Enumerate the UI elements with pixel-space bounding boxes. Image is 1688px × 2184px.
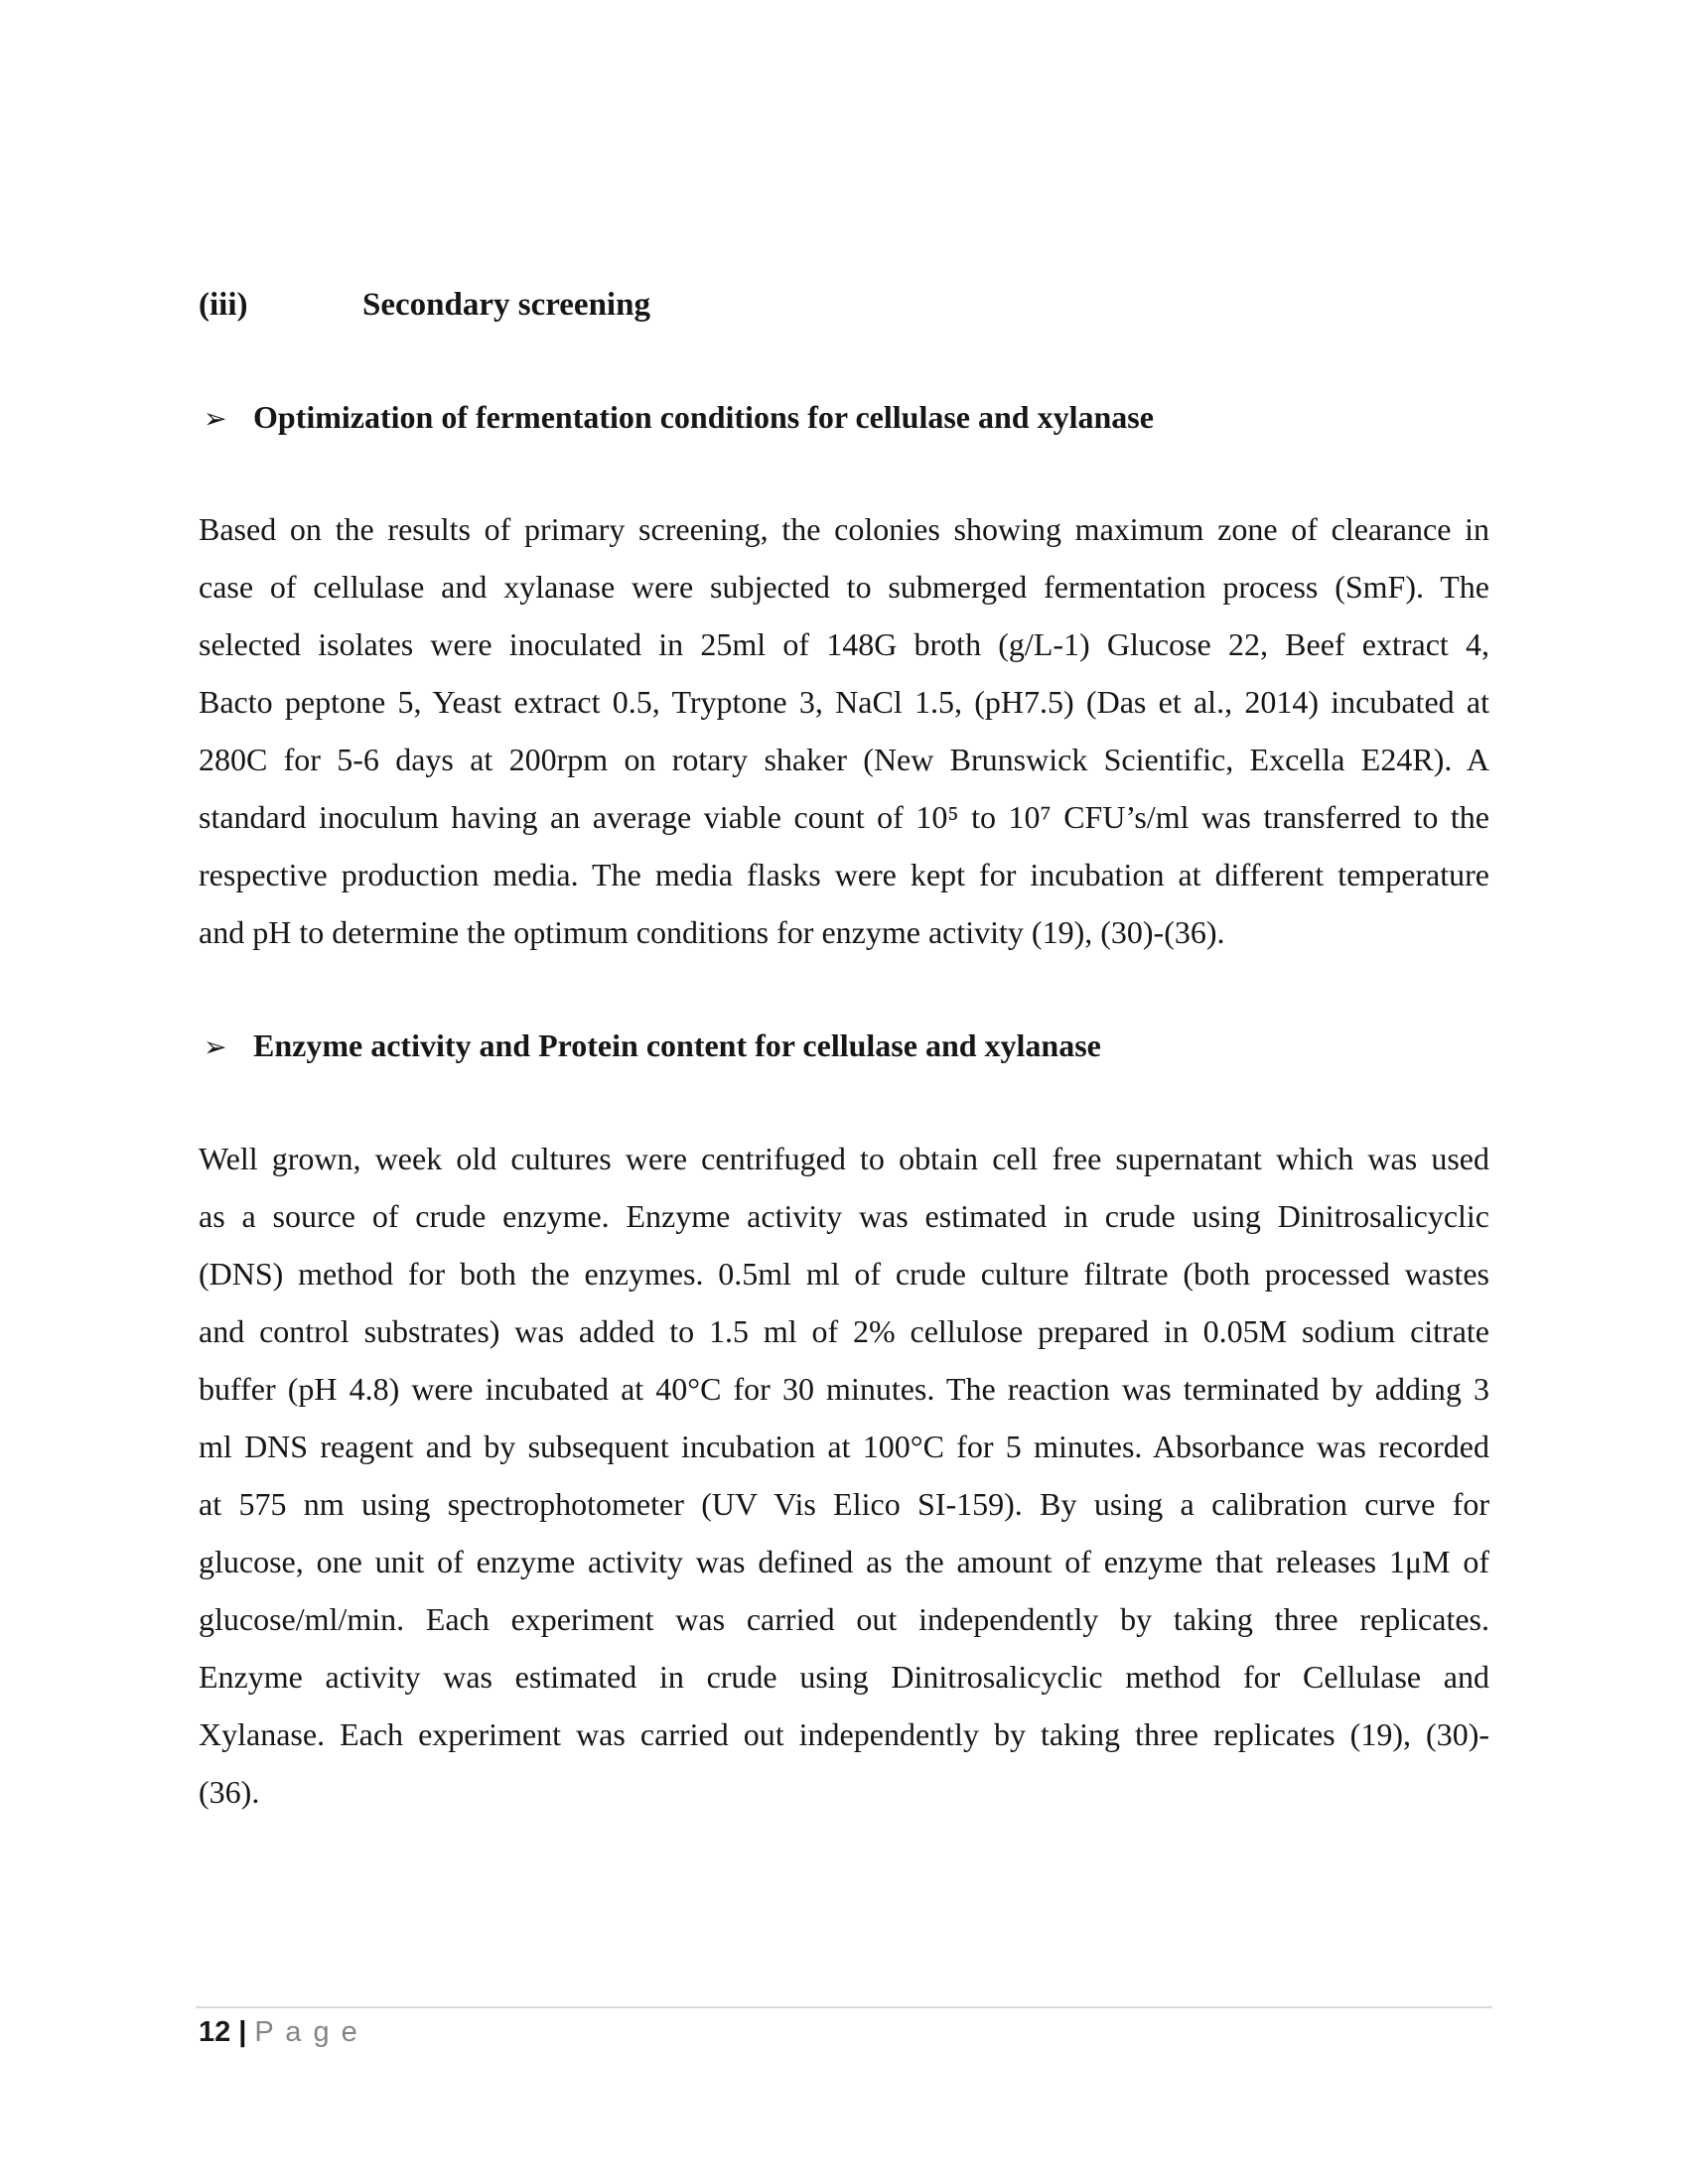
footer-separator: | <box>238 2016 247 2048</box>
paragraph-line: glucose/ml/min. Each experiment was carried out independently by taking three replicates. <box>199 1601 1489 1637</box>
paragraph-line: standard inoculum having an average viable count of 10⁵ to 10⁷ CFU’s/ml was transferred to the <box>199 799 1489 835</box>
section-title: Secondary screening <box>362 287 650 323</box>
paragraph-line: (DNS) method for both the enzymes. 0.5ml ml of crude culture filtrate (both processed wastes <box>199 1256 1489 1292</box>
paragraph-line: (36). <box>199 1774 260 1810</box>
paragraph-line: selected isolates were inoculated in 25ml of 148G broth (g/L-1) Glucose 22, Beef extract 4, <box>199 626 1489 662</box>
paragraph-line: 280C for 5-6 days at 200rpm on rotary shaker (New Brunswick Scientific, Excella E24R). A <box>199 742 1489 777</box>
paragraph-line: Xylanase. Each experiment was carried out independently by taking three replicates (19), (30)- <box>199 1716 1489 1752</box>
paragraph-line: Based on the results of primary screening, the colonies showing maximum zone of clearance in <box>199 511 1489 547</box>
paragraph-line: respective production media. The media flasks were kept for incubation at different temperature <box>199 857 1489 892</box>
footer-page-label: P a g e <box>254 2016 359 2048</box>
paragraph-line: at 575 nm using spectrophotometer (UV Vis Elico SI-159). By using a calibration curve for <box>199 1486 1489 1522</box>
paragraph-line: glucose, one unit of enzyme activity was defined as the amount of enzyme that releases 1μM of <box>199 1544 1489 1579</box>
subheading-label: Enzyme activity and Protein content for cellulase and xylanase <box>253 1027 1101 1063</box>
paragraph-enzyme-assay <box>199 1130 1489 1821</box>
paragraph-line: and control substrates) was added to 1.5 ml of 2% cellulose prepared in 0.05M sodium citrate <box>199 1313 1489 1349</box>
subheading-enzyme-activity <box>204 1017 1489 1074</box>
paragraph-line: Enzyme activity was estimated in crude using Dinitrosalicyclic method for Cellulase and <box>199 1659 1489 1695</box>
subheading-label: Optimization of fermentation conditions for cellulase and xylanase <box>253 399 1154 435</box>
subheading-optimization <box>204 388 1489 446</box>
paragraph-line: buffer (pH 4.8) were incubated at 40°C for 30 minutes. The reaction was terminated by adding 3 <box>199 1371 1489 1407</box>
paragraph-line: as a source of crude enzyme. Enzyme activity was estimated in crude using Dinitrosalicyclic <box>199 1198 1489 1234</box>
paragraph-line: ml DNS reagent and by subsequent incubation at 100°C for 5 minutes. Absorbance was recorded <box>199 1429 1489 1464</box>
page-footer <box>199 2012 359 2052</box>
section-number: (iii) <box>199 287 248 323</box>
footer-divider <box>196 2006 1492 2008</box>
section-heading <box>199 276 1489 334</box>
page-number: 12 <box>199 2016 231 2048</box>
paragraph-line: Well grown, week old cultures were centrifuged to obtain cell free supernatant which was used <box>199 1141 1489 1176</box>
paragraph-line: Bacto peptone 5, Yeast extract 0.5, Tryptone 3, NaCl 1.5, (pH7.5) (Das et al., 2014) incubated at <box>199 684 1489 720</box>
arrowhead-bullet-icon: ➢ <box>204 402 227 435</box>
paragraph-line: case of cellulase and xylanase were subjected to submerged fermentation process (SmF). The <box>199 569 1489 605</box>
arrowhead-bullet-icon: ➢ <box>204 1030 227 1063</box>
paragraph-line: and pH to determine the optimum conditions for enzyme activity (19), (30)-(36). <box>199 914 1225 950</box>
paragraph-fermentation <box>199 500 1489 961</box>
